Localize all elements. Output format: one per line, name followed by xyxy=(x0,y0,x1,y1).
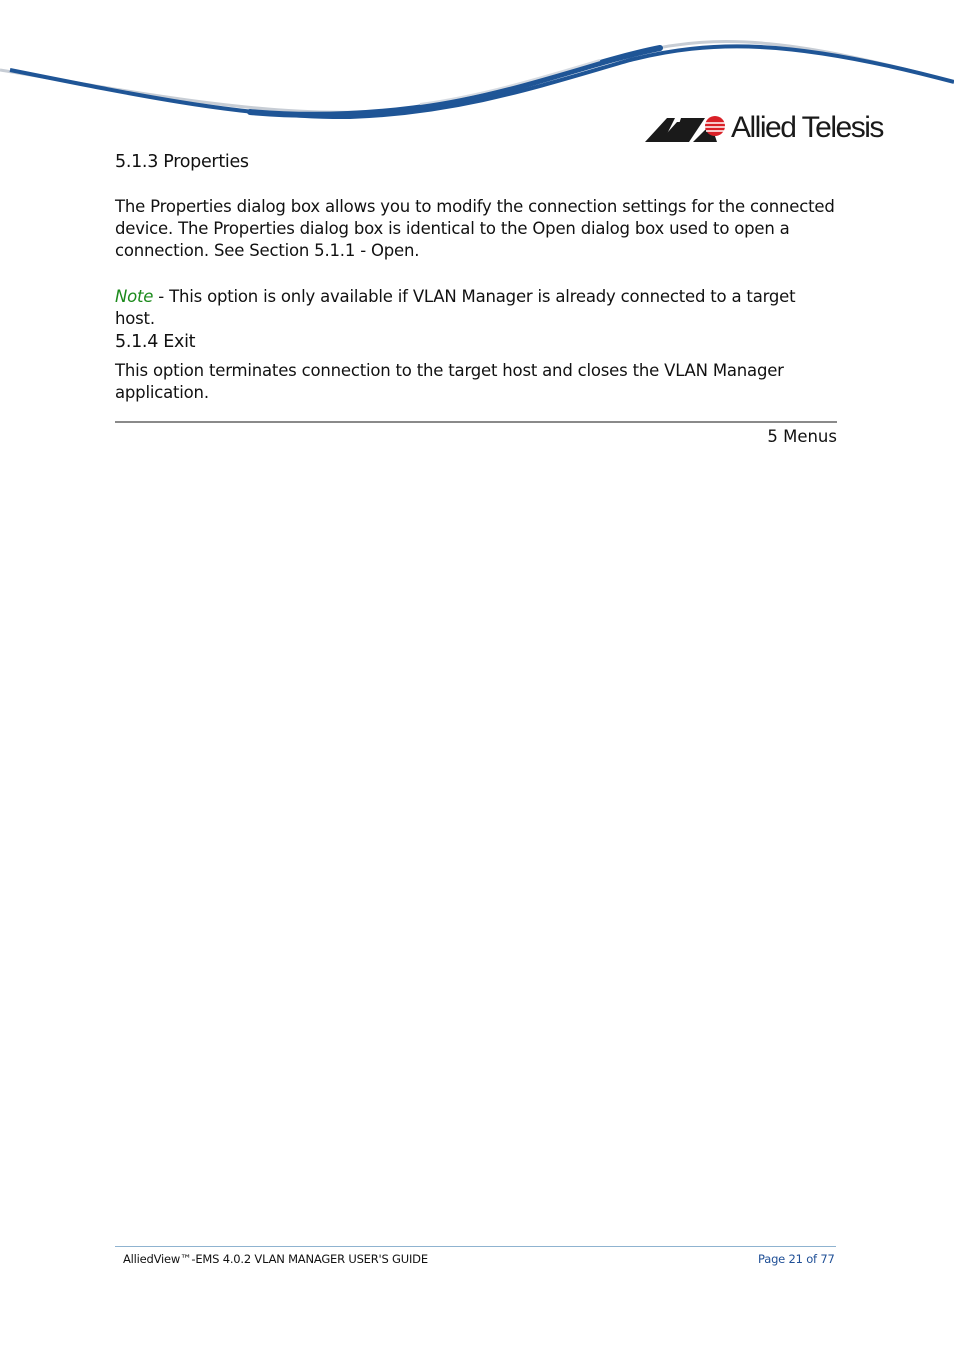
note-label: Note xyxy=(115,287,154,306)
note-paragraph xyxy=(115,286,837,330)
exit-heading: 5.1.4 Exit xyxy=(115,332,196,352)
allied-telesis-logo-icon xyxy=(645,112,727,144)
section-divider xyxy=(115,421,837,423)
page-current: 21 xyxy=(788,1252,803,1266)
exit-body: This option terminates connection to the target host and closes the VLAN Manager application. xyxy=(115,361,784,402)
note-text: - This option is only available if VLAN Manager is already connected to a target host. xyxy=(115,287,796,328)
footer-divider xyxy=(115,1246,836,1247)
logo-text: Allied Telesis xyxy=(731,111,883,144)
footer-document-title: AlliedView™-EMS 4.0.2 VLAN MANAGER USER'S GUIDE xyxy=(123,1252,428,1266)
footer-page-number xyxy=(758,1252,835,1266)
page-total: 77 xyxy=(820,1252,835,1266)
properties-heading: 5.1.3 Properties xyxy=(115,152,249,172)
page-prefix: Page xyxy=(758,1252,789,1266)
properties-body: The Properties dialog box allows you to modify the connection settings for the connected device. The Properties dialog box is identical to the Open dialog box used to open a connection. See Section 5.1.1 - Open. xyxy=(115,197,835,260)
company-logo xyxy=(645,108,883,148)
section-label: 5 Menus xyxy=(767,427,837,446)
page-of: of xyxy=(802,1252,821,1266)
